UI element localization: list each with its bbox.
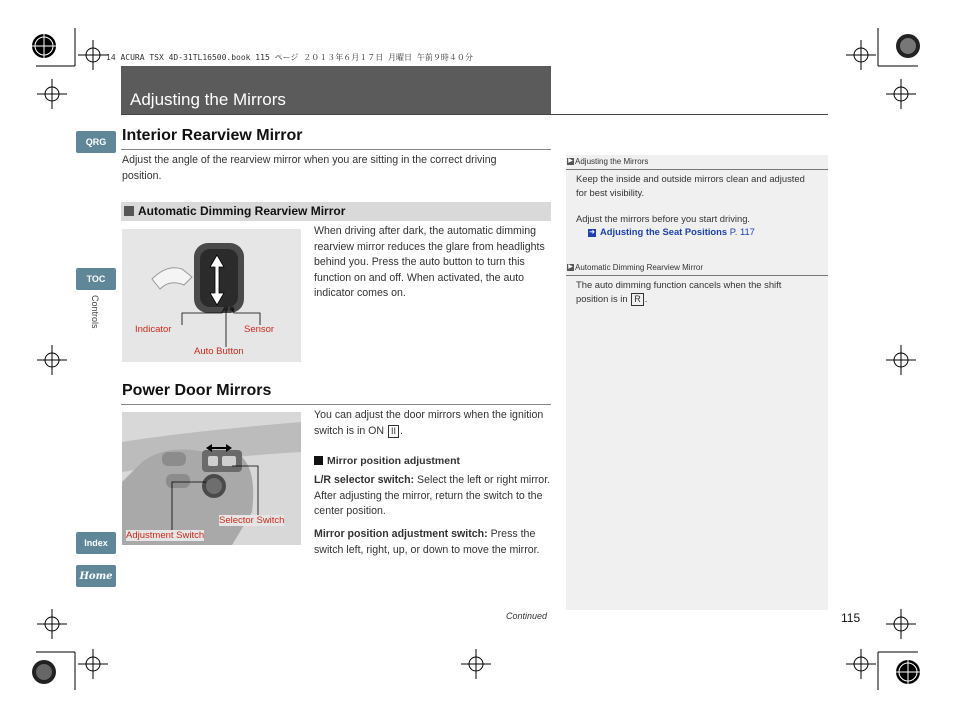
ignition-position-key: II xyxy=(388,425,399,438)
seat-positions-page-ref[interactable]: P. 117 xyxy=(729,226,755,237)
adjustment-switch-description xyxy=(314,527,552,558)
sensor-label: Sensor xyxy=(244,324,275,335)
mirror-position-subheading xyxy=(314,454,550,470)
adjustment-switch-term: Mirror position adjustment switch: xyxy=(314,528,488,540)
selector-switch-description xyxy=(314,473,552,520)
note-arrow-icon: ▶ xyxy=(568,264,573,271)
note-auto-dimming-title-text: Automatic Dimming Rearview Mirror xyxy=(575,263,704,272)
square-bullet-icon xyxy=(124,206,134,216)
power-door-mirrors-heading: Power Door Mirrors xyxy=(122,382,272,399)
indicator-label: Indicator xyxy=(135,324,172,335)
door-mirror-switch-figure xyxy=(122,412,301,545)
toc-tab[interactable]: TOC xyxy=(76,268,116,290)
auto-dimming-description: When driving after dark, the automatic dimming rearview mirror reduces the glare from headlights behind you. Press the auto button to turn this function on and off. When activated, the auto indicator comes on. xyxy=(314,225,545,300)
seat-positions-link[interactable] xyxy=(588,225,828,239)
registration-mark-icon xyxy=(30,658,58,686)
adjustment-switch-label: Adjustment Switch xyxy=(126,530,205,541)
selector-switch-text: Select the left or right mirror. After adjusting the mirror, return the switch to the center position. xyxy=(314,474,551,518)
continued-label: Continued xyxy=(506,611,548,621)
mirror-position-subheading-text: Mirror position adjustment xyxy=(327,455,461,467)
seat-positions-link-text[interactable]: Adjusting the Seat Positions xyxy=(600,226,728,237)
interior-mirror-heading: Interior Rearview Mirror xyxy=(122,127,303,144)
title-bar xyxy=(121,66,551,114)
note-adjusting-mirrors-title xyxy=(566,157,828,166)
registration-mark-icon xyxy=(894,32,922,60)
rearview-mirror-illustration xyxy=(122,229,301,362)
index-tab[interactable]: Index xyxy=(76,532,116,554)
power-mirrors-intro xyxy=(314,408,550,439)
section-divider xyxy=(121,404,551,405)
registration-mark-icon xyxy=(894,658,922,686)
note-adjusting-mirrors-p1: Keep the inside and outside mirrors clean and adjusted for best visibility. xyxy=(576,173,805,198)
note-auto-dimming-text-end: . xyxy=(644,293,648,304)
registration-mark-icon xyxy=(30,32,58,60)
note-auto-dimming-text-body: The auto dimming function cancels when the shift position is in xyxy=(576,279,782,304)
adjustment-switch-text: Press the switch left, right, up, or down to move the mirror. xyxy=(314,528,540,556)
auto-dimming-subheading-bar xyxy=(121,202,551,221)
power-mirrors-intro-end: . xyxy=(400,424,403,437)
notes-sidebar xyxy=(566,155,828,610)
section-label: Controls xyxy=(90,295,100,329)
selector-switch-term: L/R selector switch: xyxy=(314,474,415,486)
note-divider xyxy=(566,169,828,170)
auto-dimming-subheading: Automatic Dimming Rearview Mirror xyxy=(138,204,346,218)
note-divider xyxy=(566,275,828,276)
link-arrow-icon: ➜ xyxy=(589,228,595,236)
rearview-mirror-figure xyxy=(122,229,301,362)
power-mirrors-intro-text: You can adjust the door mirrors when the ignition switch is in ON xyxy=(314,409,544,437)
qrg-tab[interactable]: QRG xyxy=(76,131,116,153)
square-bullet-icon xyxy=(314,456,323,465)
interior-mirror-intro: Adjust the angle of the rearview mirror when you are sitting in the correct driving position. xyxy=(122,154,497,182)
note-arrow-icon: ▶ xyxy=(568,158,573,165)
page-number: 115 xyxy=(841,611,861,625)
selector-switch-label: Selector Switch xyxy=(219,515,285,526)
note-adjusting-mirrors-p2: Adjust the mirrors before you start driving. xyxy=(576,213,751,224)
note-auto-dimming-title xyxy=(566,263,828,272)
page-title: Adjusting the Mirrors xyxy=(130,90,286,109)
note-auto-dimming-text xyxy=(576,278,816,306)
home-tab[interactable]: Home xyxy=(76,565,116,587)
title-divider xyxy=(121,114,828,115)
print-header-info: 14 ACURA TSX 4D-31TL16500.book 115 ページ ２０１３年６月１７日 月曜日 午前９時４０分 xyxy=(106,53,473,62)
auto-button-label: Auto Button xyxy=(194,346,244,357)
section-divider xyxy=(121,149,551,150)
shift-position-key: R xyxy=(631,293,644,306)
note-adjusting-mirrors-title-text: Adjusting the Mirrors xyxy=(575,157,649,166)
